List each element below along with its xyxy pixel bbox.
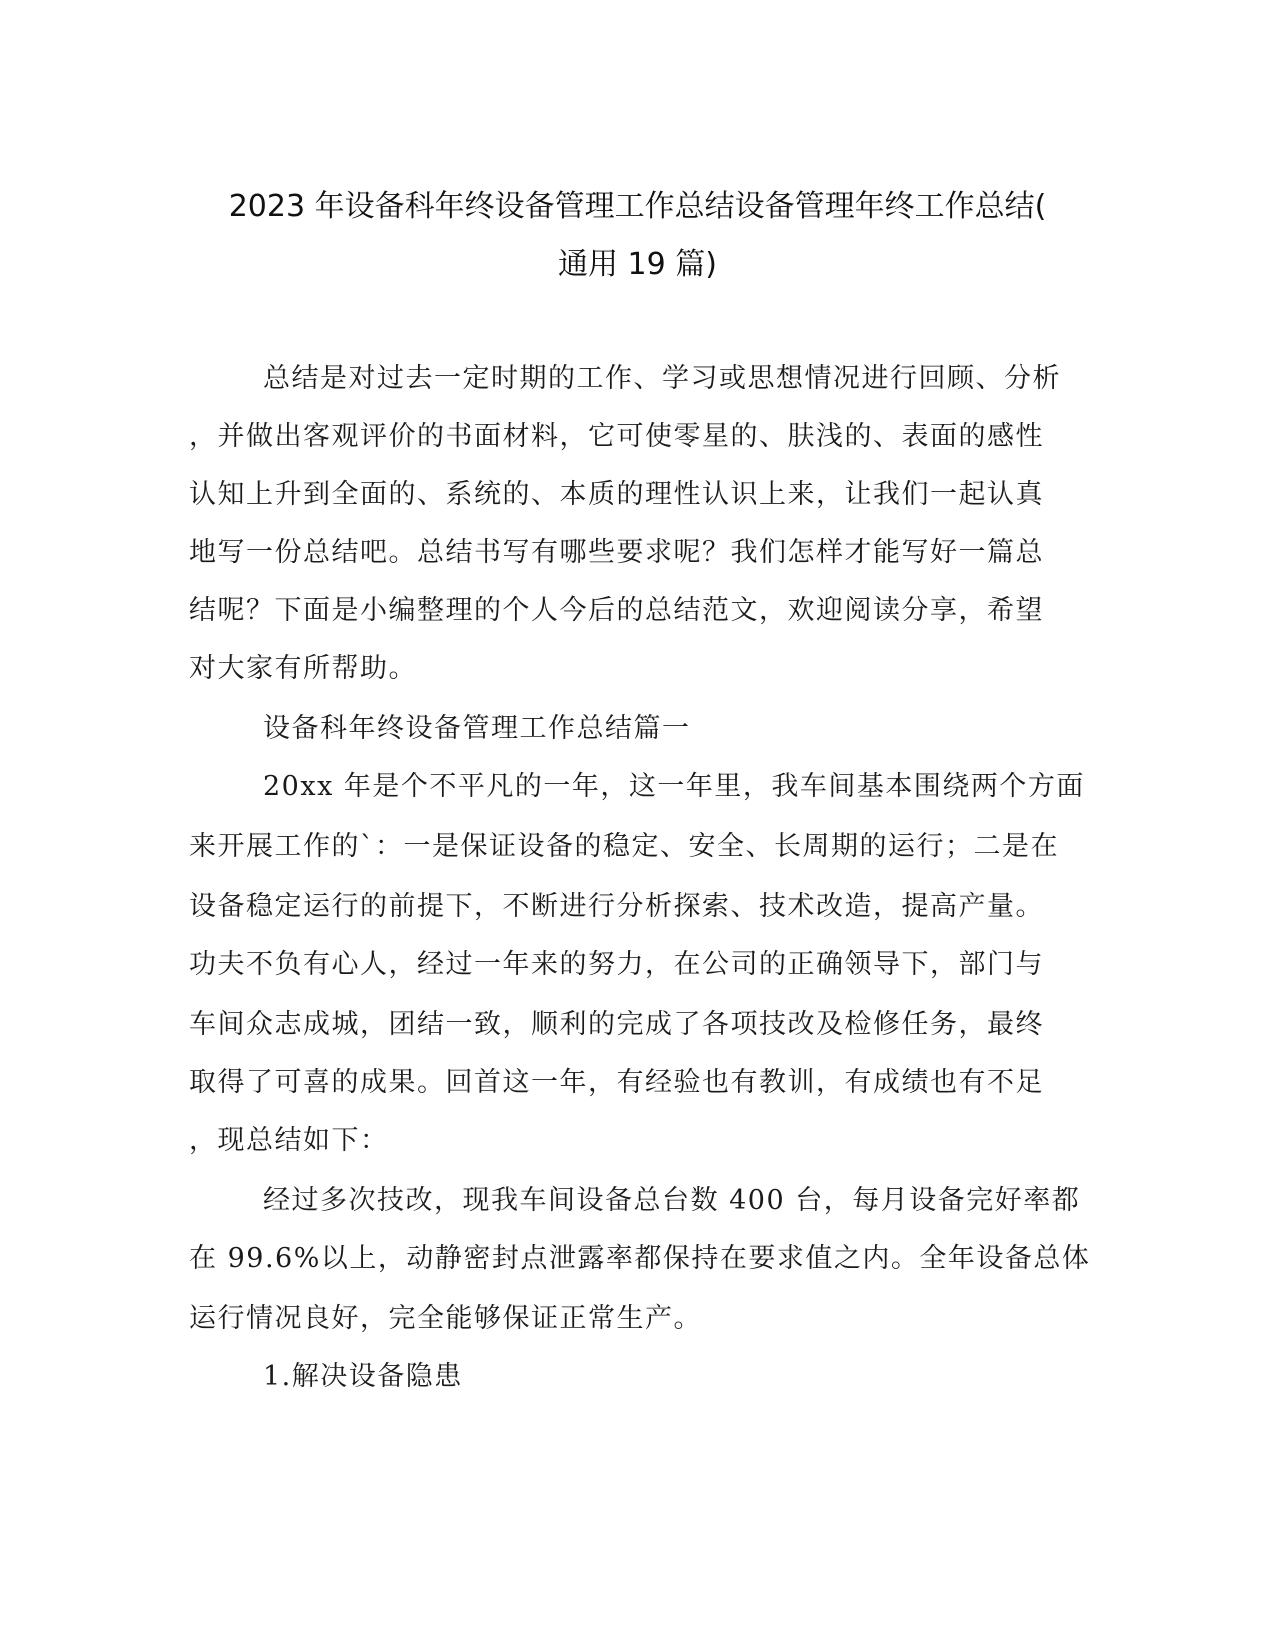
body-line-12: 车间众志成城，团结一致，顺利的完成了各项技改及检修任务，最终 xyxy=(189,1009,1044,1040)
body-line-5: 结呢？下面是小编整理的个人今后的总结范文，欢迎阅读分享，希望 xyxy=(189,595,1044,626)
title-line-1: 2023 年设备科年终设备管理工作总结设备管理年终工作总结( xyxy=(228,189,1047,224)
document-title xyxy=(150,178,1125,294)
section-heading: 设备科年终设备管理工作总结篇一 xyxy=(263,713,691,744)
body-line-8: 20xx 年是个不平凡的一年，这一年里，我车间基本围绕两个方面 xyxy=(263,771,1085,802)
body-line-9: 来开展工作的`：一是保证设备的稳定、安全、长周期的运行；二是在 xyxy=(189,831,1059,862)
body-line-10: 设备稳定运行的前提下，不断进行分析探索、技术改造，提高产量。 xyxy=(189,891,1044,922)
body-line-14: ，现总结如下： xyxy=(189,1125,389,1156)
body-line-3: 认知上升到全面的、系统的、本质的理性认识上来，让我们一起认真 xyxy=(189,479,1044,510)
body-line-4: 地写一份总结吧。总结书写有哪些要求呢？我们怎样才能写好一篇总 xyxy=(189,537,1044,568)
body-line-2: ，并做出客观评价的书面材料，它可使零星的、肤浅的、表面的感性 xyxy=(189,421,1044,452)
body-line-11: 功夫不负有心人，经过一年来的努力，在公司的正确领导下，部门与 xyxy=(189,949,1044,980)
body-line-6: 对大家有所帮助。 xyxy=(189,653,417,684)
body-line-17: 运行情况良好，完全能够保证正常生产。 xyxy=(189,1303,702,1334)
body-line-13: 取得了可喜的成果。回首这一年，有经验也有教训，有成绩也有不足 xyxy=(189,1067,1044,1098)
title-line-2: 通用 19 篇) xyxy=(558,247,717,282)
body-line-15: 经过多次技改，现我车间设备总台数 400 台，每月设备完好率都 xyxy=(263,1185,1081,1216)
body-line-16: 在 99.6%以上，动静密封点泄露率都保持在要求值之内。全年设备总体 xyxy=(189,1243,1091,1274)
body-line-1: 总结是对过去一定时期的工作、学习或思想情况进行回顾、分析 xyxy=(263,363,1061,394)
subsection-heading: 1.解决设备隐患 xyxy=(263,1361,463,1392)
